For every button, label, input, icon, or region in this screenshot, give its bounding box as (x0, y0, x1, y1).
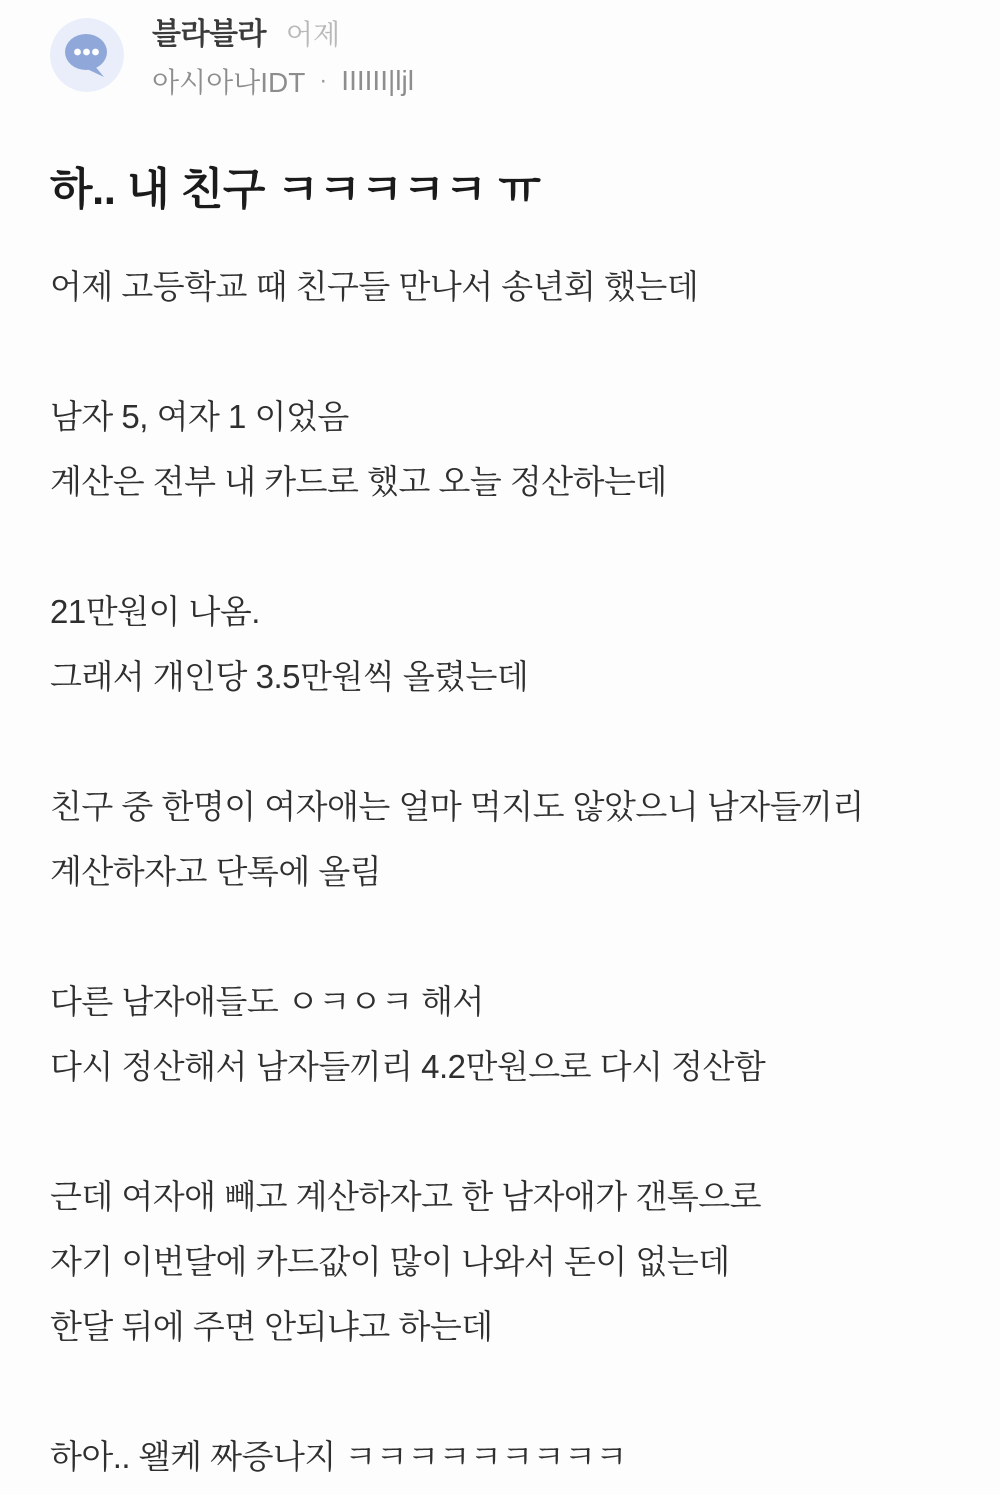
post-text-line: 근데 여자애 빼고 계산하자고 한 남자애가 갠톡으로 (50, 1178, 761, 1215)
board-name[interactable]: 블라블라 (152, 18, 266, 51)
post-text-line: 한달 뒤에 주면 안되냐고 하는데 (50, 1308, 493, 1345)
post-text-line: 하아.. 왤케 짜증나지 ㅋㅋㅋㅋㅋㅋㅋㅋㅋ (50, 1438, 627, 1475)
post-text-line: 다시 정산해서 남자들끼리 4.2만원으로 다시 정산함 (50, 1048, 766, 1085)
post-header (50, 16, 950, 98)
post-text-line: 다른 남자애들도 ㅇㅋㅇㅋ 해서 (50, 983, 484, 1020)
header-text (152, 9, 414, 101)
post-text-line: 그래서 개인당 3.5만원씩 올렸는데 (50, 658, 529, 695)
author-masked-id: IIIIII|ljl (341, 65, 414, 96)
post-paragraph (50, 969, 950, 1099)
dot-separator: · (319, 67, 328, 94)
post-paragraph (50, 384, 950, 514)
post-text-line: 어제 고등학교 때 친구들 만나서 송년회 했는데 (50, 268, 699, 305)
company-name[interactable]: 아시아나IDT (152, 67, 306, 98)
post-text-line: 남자 5, 여자 1 이었음 (50, 398, 349, 435)
post-title: 하.. 내 친구 ㅋㅋㅋㅋㅋ ㅠ (50, 165, 541, 214)
post-text-line: 21만원이 나옴. (50, 593, 260, 630)
post-text-line: 자기 이번달에 카드값이 많이 나와서 돈이 없는데 (50, 1243, 730, 1280)
post-text-line: 계산은 전부 내 카드로 했고 오늘 정산하는데 (50, 463, 667, 500)
avatar[interactable] (50, 18, 124, 92)
post-paragraph (50, 579, 950, 709)
post-text-line: 계산하자고 단톡에 올림 (50, 853, 382, 890)
header-row-2 (152, 61, 414, 101)
post-body (50, 254, 950, 1489)
post-paragraph (50, 1424, 950, 1489)
post-paragraph (50, 774, 950, 904)
post-time: 어제 (285, 19, 341, 50)
post-text-line: 친구 중 한명이 여자애는 얼마 먹지도 않았으니 남자들끼리 (50, 788, 864, 825)
post-paragraph (50, 254, 950, 319)
post-paragraph (50, 1164, 950, 1359)
header-row-1 (152, 9, 414, 53)
chat-bubble-icon (50, 18, 124, 92)
